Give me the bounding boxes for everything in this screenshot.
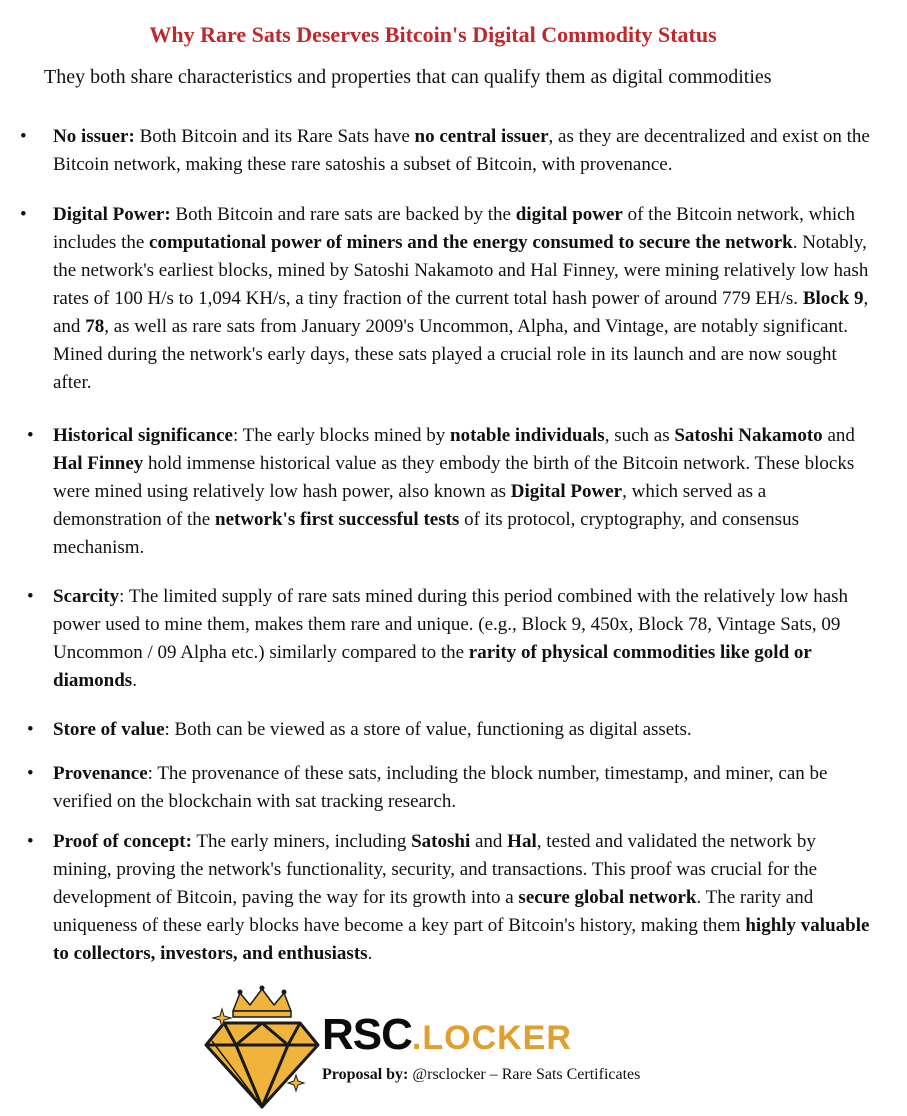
list-item-scarcity	[27, 583, 879, 695]
brand-tld: .LOCKER	[411, 1019, 572, 1057]
emphasis-text: secure global network	[518, 887, 697, 908]
bullet: •	[27, 831, 34, 852]
emphasis-text: computational power of miners and the energy consumed to secure the network	[149, 232, 793, 253]
body-text: : The limited supply of rare sats mined during this period combined with the relatively low hash power used to mine them, makes them rare and unique. (e.g., Block 9, 450x, Block 78, Vintage Sats, 09 Uncommon / 09 Alpha etc.) similarly compared to the	[53, 586, 849, 663]
body-text: , as they are decentralized and exist on the Bitcoin network, making these rare satoshis a subset of Bitcoin, with provenance.	[53, 126, 870, 175]
emphasis-text: No issuer:	[53, 126, 135, 147]
body-text: .	[367, 943, 373, 964]
brand-main: RSC	[322, 1010, 412, 1059]
body-text: of its protocol, cryptography, and consensus mechanism.	[53, 509, 799, 558]
bullet: •	[27, 425, 34, 446]
body-text: , which served as a demonstration of the	[53, 481, 767, 530]
body-text: Both Bitcoin and its Rare Sats have	[134, 126, 415, 147]
proposal-text: @rsclocker – Rare Sats Certificates	[408, 1066, 641, 1083]
body-text: and	[470, 831, 508, 852]
item-text	[53, 831, 869, 964]
emphasis-text: Historical significance	[53, 425, 233, 446]
body-text: The early miners, including	[191, 831, 412, 852]
proposal-label: Proposal by:	[322, 1066, 409, 1083]
body-text: .	[132, 670, 137, 691]
crown-diamond-icon	[200, 985, 325, 1110]
emphasis-text: highly valuable to collectors, investors, and enthusiasts	[53, 915, 870, 964]
emphasis-text: network's first successful tests	[215, 509, 460, 530]
bullet: •	[20, 204, 27, 225]
list-item-store-of-value	[27, 716, 879, 744]
item-text	[53, 719, 692, 740]
list-item-provenance	[27, 760, 879, 816]
bullet: •	[20, 126, 27, 147]
brand-wordmark	[322, 1010, 572, 1060]
emphasis-text: Satoshi Nakamoto	[674, 425, 823, 446]
emphasis-text: Store of value	[53, 719, 165, 740]
body-text: , and	[53, 288, 869, 337]
body-text: : The early blocks mined by	[232, 425, 450, 446]
list-item-historical-significance	[27, 422, 879, 562]
body-text: , such as	[604, 425, 675, 446]
list-item-no-issuer	[20, 123, 879, 179]
proposal-line	[322, 1066, 640, 1084]
emphasis-text: notable individuals	[450, 425, 605, 446]
bullet: •	[27, 586, 34, 607]
emphasis-text: Block 9	[802, 288, 864, 309]
emphasis-text: Scarcity	[53, 586, 120, 607]
list-item-digital-power	[20, 201, 879, 397]
page-subtitle: They both share characteristics and properties that can qualify them as digital commodities	[44, 66, 772, 88]
body-text: . Notably, the network's earliest blocks, mined by Satoshi Nakamoto and Hal Finney, were mining relatively low hash rates of 100 H/s to 1,094 KH/s, a tiny fraction of the current total hash power of around 779 EH/s.	[53, 232, 869, 309]
emphasis-text: no central issuer	[414, 126, 549, 147]
body-text: . The rarity and uniqueness of these early blocks have become a key part of Bitcoin's history, making them	[53, 887, 814, 936]
emphasis-text: Proof of concept:	[53, 831, 192, 852]
item-text	[53, 763, 827, 812]
item-text	[53, 204, 868, 393]
emphasis-text: Satoshi	[411, 831, 471, 852]
body-text: and	[822, 425, 855, 446]
emphasis-text: 78	[85, 316, 105, 337]
emphasis-text: Digital Power	[510, 481, 623, 502]
page-title: Why Rare Sats Deserves Bitcoin's Digital Commodity Status	[149, 22, 717, 47]
bullet: •	[27, 719, 34, 740]
emphasis-text: rarity of physical commodities like gold or diamonds	[53, 642, 812, 691]
emphasis-text: Provenance	[53, 763, 148, 784]
body-text: of the Bitcoin network, which includes the	[53, 204, 856, 253]
emphasis-text: Hal Finney	[53, 453, 144, 474]
emphasis-text: digital power	[515, 204, 623, 225]
item-text	[53, 126, 870, 175]
list-item-proof-of-concept	[27, 828, 879, 968]
item-text	[53, 425, 855, 558]
body-text: hold immense historical value as they embody the birth of the Bitcoin network. These blocks were mined using relatively low hash power, also known as	[53, 453, 855, 502]
body-text: , as well as rare sats from January 2009's Uncommon, Alpha, and Vintage, are notably significant. Mined during the network's early days, these sats played a crucial role in its launch and are now sought after.	[53, 316, 848, 393]
body-text: , tested and validated the network by mining, proving the network's functionality, security, and transactions. This proof was crucial for the development of Bitcoin, paving the way for its growth into a	[53, 831, 818, 908]
item-text	[53, 586, 848, 691]
body-text: Both Bitcoin and rare sats are backed by the	[170, 204, 516, 225]
emphasis-text: Hal	[507, 831, 537, 852]
emphasis-text: Digital Power:	[53, 204, 171, 225]
body-text: : Both can be viewed as a store of value, functioning as digital assets.	[164, 719, 692, 740]
bullet: •	[27, 763, 34, 784]
body-text: : The provenance of these sats, including the block number, timestamp, and miner, can be verified on the blockchain with sat tracking research.	[53, 763, 828, 812]
